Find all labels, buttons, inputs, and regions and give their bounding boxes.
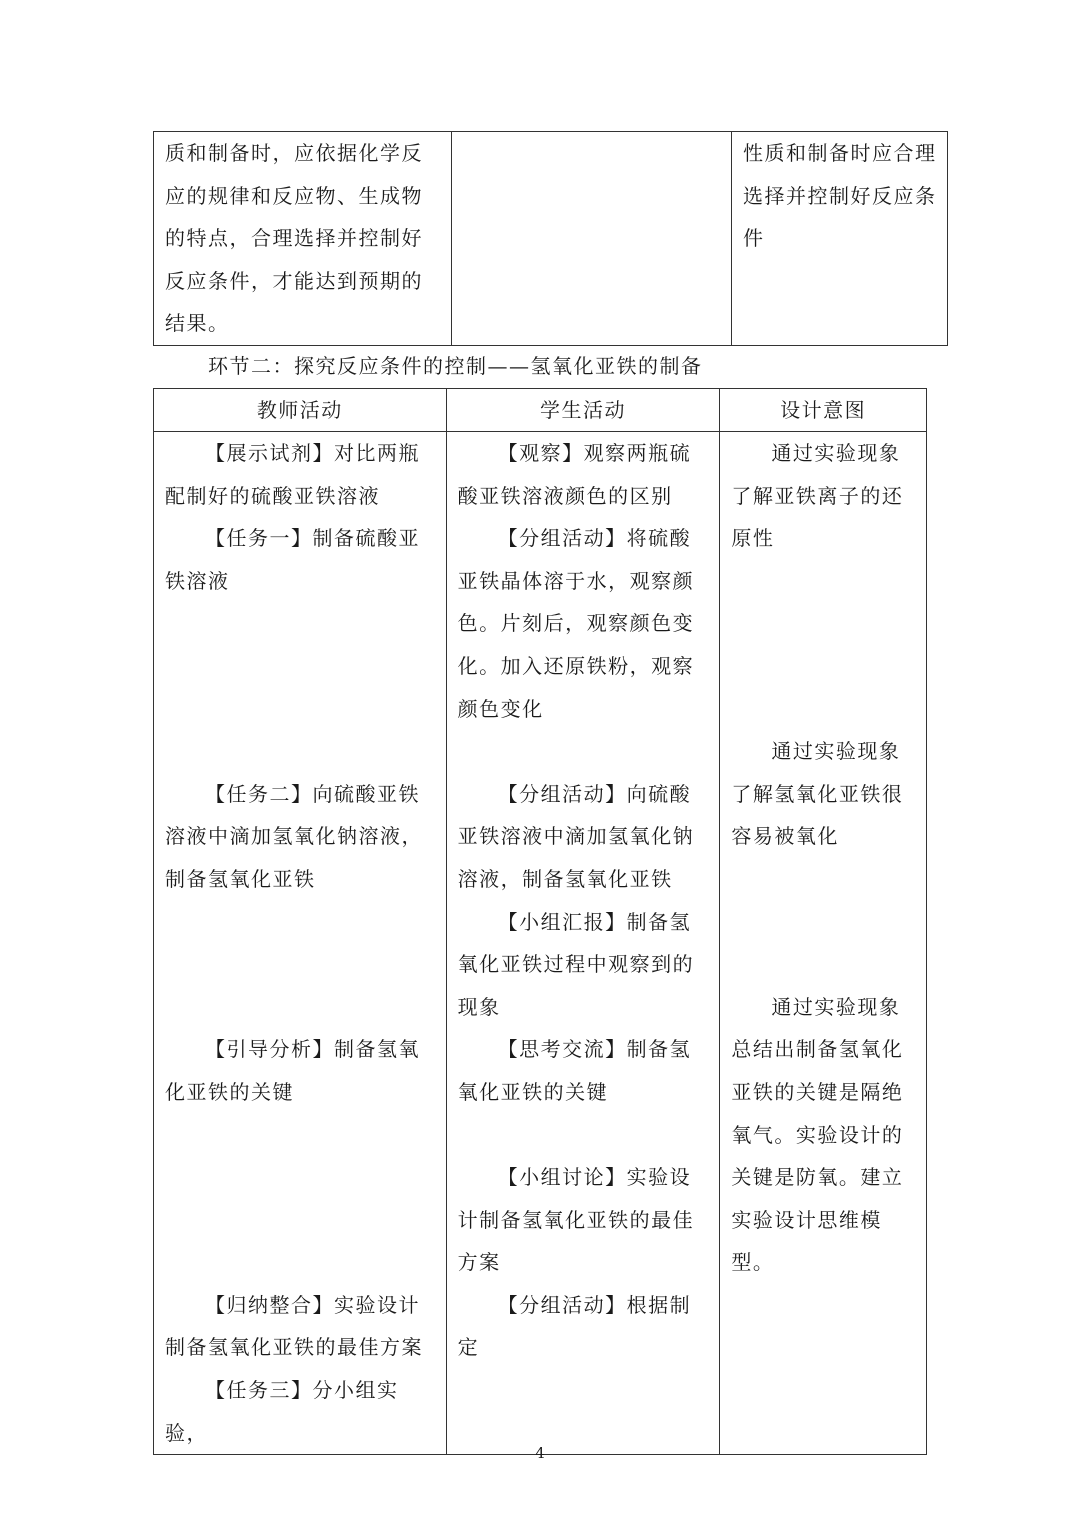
header-row xyxy=(154,389,927,432)
paragraph: 【归纳整合】实验设计制备氢氧化亚铁的最佳方案 xyxy=(165,1292,423,1360)
student-cell xyxy=(452,132,732,346)
paragraph: 通过实验现象了解亚铁离子的还原性 xyxy=(731,441,904,551)
paragraph: 【分组活动】向硫酸亚铁溶液中滴加氢氧化钠溶液，制备氢氧化亚铁 xyxy=(457,781,695,891)
paragraph: 性质和制备时应合理选择并控制好反应条件 xyxy=(743,141,937,251)
header-student: 学生活动 xyxy=(446,389,720,432)
intent-cell xyxy=(732,132,948,346)
paragraph: 【小组汇报】制备氢氧化亚铁过程中观察到的现象 xyxy=(457,909,695,1019)
table-row xyxy=(154,432,927,1455)
paragraph: 质和制备时，应依据化学反应的规律和反应物、生成物的特点，合理选择并控制好反应条件，才能达到预期的结果。 xyxy=(165,141,423,336)
intent-cell xyxy=(720,432,927,1455)
paragraph: 【展示试剂】对比两瓶配制好的硫酸亚铁溶液 xyxy=(165,441,420,508)
activity-table xyxy=(153,388,927,1455)
page-number: 4 xyxy=(535,1444,545,1462)
paragraph: 【观察】观察两瓶硫酸亚铁溶液颜色的区别 xyxy=(457,441,692,508)
continued-table xyxy=(153,131,948,346)
header-intent: 设计意图 xyxy=(720,389,927,432)
table-row xyxy=(154,132,948,346)
paragraph: 【引导分析】制备氢氧化亚铁的关键 xyxy=(165,1037,420,1104)
teacher-cell xyxy=(154,132,452,346)
teacher-cell xyxy=(154,432,447,1455)
paragraph: 【任务一】制备硫酸亚铁溶液 xyxy=(165,526,420,593)
paragraph: 通过实验现象了解氢氧化亚铁很容易被氧化 xyxy=(731,739,904,849)
paragraph: 【分组活动】将硫酸亚铁晶体溶于水，观察颜色。片刻后，观察颜色变化。加入还原铁粉，观察颜色变化 xyxy=(457,526,695,721)
header-teacher: 教师活动 xyxy=(154,389,447,432)
paragraph: 【任务二】向硫酸亚铁溶液中滴加氢氧化钠溶液，制备氢氧化亚铁 xyxy=(165,781,423,891)
paragraph: 【思考交流】制备氢氧化亚铁的关键 xyxy=(457,1037,692,1104)
paragraph: 【分组活动】根据制定 xyxy=(457,1292,692,1360)
section-title: 环节二：探究反应条件的控制——氢氧化亚铁的制备 xyxy=(208,354,703,378)
paragraph: 【小组讨论】实验设计制备氢氧化亚铁的最佳方案 xyxy=(457,1165,695,1275)
paragraph: 通过实验现象总结出制备氢氧化亚铁的关键是隔绝氧气。实验设计的关键是防氧。建立实验设计思维模型。 xyxy=(731,994,904,1275)
paragraph: 【任务三】分小组实验， xyxy=(165,1378,399,1445)
student-cell xyxy=(446,432,720,1455)
